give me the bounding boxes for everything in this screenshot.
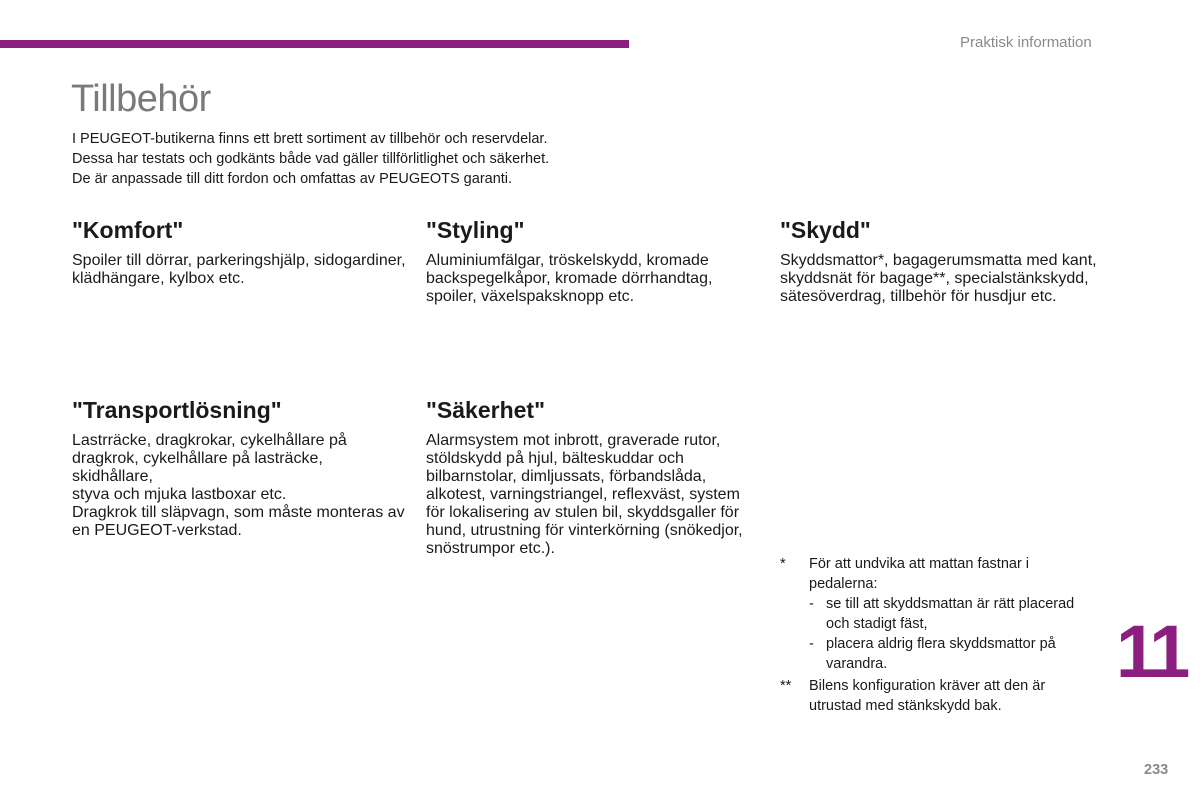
section-line: Skyddsmattor*, bagagerumsmatta med kant, xyxy=(780,252,1097,269)
section-line: dragkrok, cykelhållare på lasträcke, skidhållare, xyxy=(72,450,323,485)
page-number: 233 xyxy=(1144,762,1169,778)
section-styling xyxy=(426,216,761,306)
section-line: klädhängare, kylbox etc. xyxy=(72,270,245,287)
intro-paragraph xyxy=(72,129,632,189)
section-sakerhet xyxy=(426,396,761,558)
section-line: bilbarnstolar, dimljussats, förbandslåda, xyxy=(426,468,707,485)
section-heading: "Komfort" xyxy=(72,217,184,243)
section-line: Dragkrok till släpvagn, som måste monteras av xyxy=(72,504,405,521)
section-transportlosning xyxy=(72,396,407,540)
footnote-line: placera aldrig flera skyddsmattor på xyxy=(826,636,1056,652)
chapter-number: 11 xyxy=(1116,610,1187,693)
section-line: Lastrräcke, dragkrokar, cykelhållare på xyxy=(72,432,347,449)
footnote-line: varandra. xyxy=(826,656,888,672)
section-line: backspegelkåpor, kromade dörrhandtag, xyxy=(426,270,713,287)
section-heading: "Transportlösning" xyxy=(72,397,282,423)
footnote-bullet xyxy=(780,634,1110,674)
page-title: Tillbehör xyxy=(71,78,211,120)
section-line: skyddsnät för bagage**, specialstänkskydd, xyxy=(780,270,1089,287)
intro-line: De är anpassade till ditt fordon och omfattas av PEUGEOTS garanti. xyxy=(72,171,513,187)
footnotes xyxy=(780,554,1110,716)
section-skydd xyxy=(780,216,1115,306)
footnote-marker: * xyxy=(780,556,786,572)
section-komfort xyxy=(72,216,407,288)
section-label: Praktisk information xyxy=(960,34,1092,51)
footnote-2 xyxy=(780,676,1110,716)
footnote-1 xyxy=(780,554,1110,594)
section-line: alkotest, varningstriangel, reflexväst, system xyxy=(426,486,740,503)
header-accent-bar xyxy=(0,40,629,48)
intro-line: Dessa har testats och godkänts både vad gäller tillförlitlighet och säkerhet. xyxy=(72,151,550,167)
section-line: snöstrumpor etc.). xyxy=(426,540,555,557)
footnote-line: Bilens konfiguration kräver att den är xyxy=(809,678,1046,694)
footnote-line: utrustad med stänkskydd bak. xyxy=(809,698,1002,714)
bullet-dash: - xyxy=(809,596,814,612)
section-line: en PEUGEOT-verkstad. xyxy=(72,522,242,539)
section-line: hund, utrustning för vinterkörning (snökedjor, xyxy=(426,522,743,539)
section-line: Spoiler till dörrar, parkeringshjälp, sidogardiner, xyxy=(72,252,406,269)
section-heading: "Säkerhet" xyxy=(426,397,545,423)
footnote-line: se till att skyddsmattan är rätt placerad xyxy=(826,596,1075,612)
section-line: stöldskydd på hjul, bälteskuddar och xyxy=(426,450,684,467)
footnote-line: För att undvika att mattan fastnar i xyxy=(809,556,1030,572)
section-line: Alarmsystem mot inbrott, graverade rutor, xyxy=(426,432,721,449)
intro-line: I PEUGEOT-butikerna finns ett brett sortiment av tillbehör och reservdelar. xyxy=(72,131,548,147)
footnote-line: och stadigt fäst, xyxy=(826,616,928,632)
section-line: spoiler, växelspaksknopp etc. xyxy=(426,288,635,305)
section-line: Aluminiumfälgar, tröskelskydd, kromade xyxy=(426,252,709,269)
footnote-line: pedalerna: xyxy=(809,576,878,592)
footnote-marker: ** xyxy=(780,678,792,694)
section-line: sätesöverdrag, tillbehör för husdjur etc. xyxy=(780,288,1057,305)
section-heading: "Styling" xyxy=(426,217,525,243)
section-heading: "Skydd" xyxy=(780,217,871,243)
section-line: styva och mjuka lastboxar etc. xyxy=(72,486,287,503)
section-line: för lokalisering av stulen bil, skyddsgaller för xyxy=(426,504,740,521)
footnote-bullet xyxy=(780,594,1110,634)
bullet-dash: - xyxy=(809,636,814,652)
